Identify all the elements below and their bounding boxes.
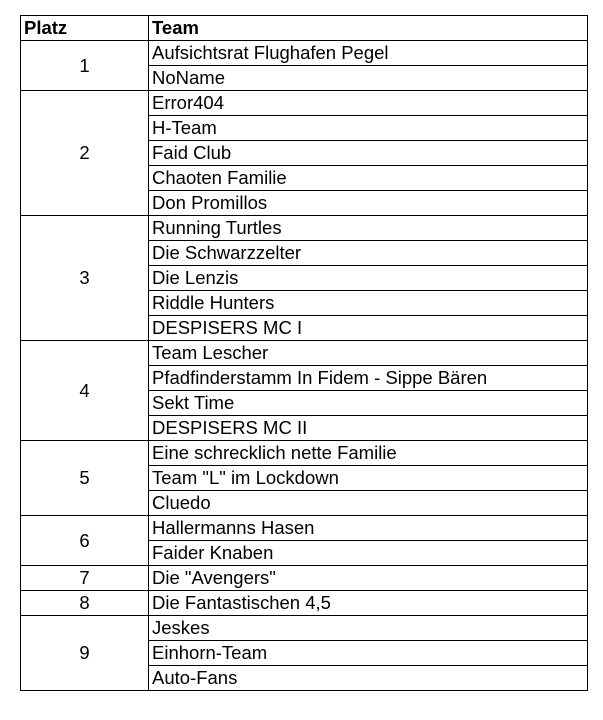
team-name-cell: Team "L" im Lockdown	[149, 466, 588, 491]
table-row	[21, 216, 588, 241]
rank-column-header: Platz	[21, 16, 149, 41]
team-name-cell: Pfadfinderstamm In Fidem - Sippe Bären	[149, 366, 588, 391]
header-row	[21, 16, 588, 41]
team-name-cell: Die Lenzis	[149, 266, 588, 291]
ranking-table	[20, 15, 588, 691]
rank-cell: 1	[21, 41, 149, 91]
rank-cell: 5	[21, 441, 149, 516]
table-row	[21, 616, 588, 641]
team-name-cell: Die "Avengers"	[149, 566, 588, 591]
rank-cell: 2	[21, 91, 149, 216]
team-name-cell: Faid Club	[149, 141, 588, 166]
team-column-header: Team	[149, 16, 588, 41]
table-row	[21, 591, 588, 616]
team-name-cell: Einhorn-Team	[149, 641, 588, 666]
rank-cell: 6	[21, 516, 149, 566]
rank-cell: 8	[21, 591, 149, 616]
team-name-cell: NoName	[149, 66, 588, 91]
rank-cell: 7	[21, 566, 149, 591]
team-name-cell: Jeskes	[149, 616, 588, 641]
team-name-cell: Cluedo	[149, 491, 588, 516]
table-row	[21, 566, 588, 591]
team-name-cell: Team Lescher	[149, 341, 588, 366]
table-row	[21, 91, 588, 116]
rank-cell: 4	[21, 341, 149, 441]
ranking-body	[21, 41, 588, 691]
team-name-cell: Riddle Hunters	[149, 291, 588, 316]
table-row	[21, 41, 588, 66]
team-name-cell: Die Fantastischen 4,5	[149, 591, 588, 616]
team-name-cell: Die Schwarzzelter	[149, 241, 588, 266]
team-name-cell: Hallermanns Hasen	[149, 516, 588, 541]
team-name-cell: Eine schrecklich nette Familie	[149, 441, 588, 466]
team-name-cell: DESPISERS MC I	[149, 316, 588, 341]
team-name-cell: Aufsichtsrat Flughafen Pegel	[149, 41, 588, 66]
team-name-cell: DESPISERS MC II	[149, 416, 588, 441]
rank-cell: 9	[21, 616, 149, 691]
team-name-cell: Error404	[149, 91, 588, 116]
team-name-cell: Sekt Time	[149, 391, 588, 416]
team-name-cell: Running Turtles	[149, 216, 588, 241]
rank-cell: 3	[21, 216, 149, 341]
table-row	[21, 516, 588, 541]
team-name-cell: Faider Knaben	[149, 541, 588, 566]
table-row	[21, 341, 588, 366]
team-name-cell: H-Team	[149, 116, 588, 141]
team-name-cell: Chaoten Familie	[149, 166, 588, 191]
team-name-cell: Auto-Fans	[149, 666, 588, 691]
team-name-cell: Don Promillos	[149, 191, 588, 216]
table-row	[21, 441, 588, 466]
